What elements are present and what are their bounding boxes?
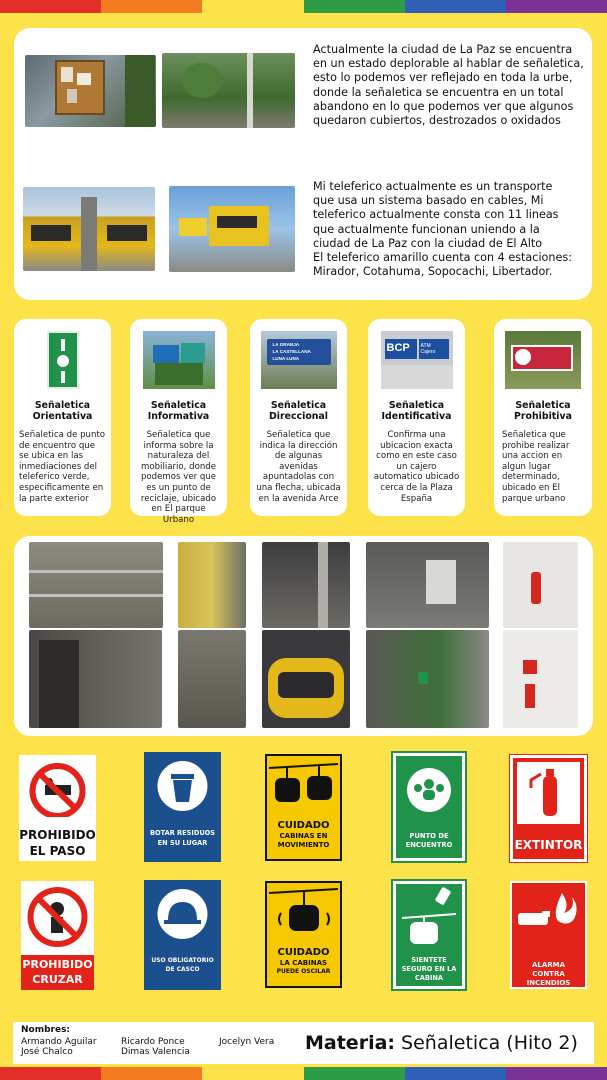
type-title: Señaletica Direccional	[269, 400, 328, 422]
sign-alarma-incendios	[510, 881, 587, 989]
sign-label: EXTINTOR	[514, 838, 583, 852]
photo-identificativa	[381, 331, 453, 389]
student-name: José Chalco	[21, 1047, 73, 1057]
intro-paragraph-1: Actualmente la ciudad de La Paz se encuentra en un estado deplorable al hablar de señaletica, esto lo podemos ver reflejado en toda la urbe, donde la señaletica se encuentra en un total abandono en lo que podemos ver que algunos quedaron cubiertos, destrozados o oxidados	[313, 43, 584, 128]
sign-punto-de-encuentro	[393, 753, 465, 861]
materia-value: Señaletica (Hito 2)	[401, 1032, 578, 1054]
type-card-orientativa	[14, 319, 111, 516]
sign-label: ALARMA CONTRA INCENDIOS	[526, 961, 571, 987]
cabin-safety-icon	[396, 884, 462, 950]
gallery-photo	[503, 542, 578, 628]
no-crossing-icon	[21, 881, 94, 953]
sign-sientete-seguro	[393, 881, 465, 989]
p2-line: Mi teleferico actualmente es un transporte	[313, 180, 553, 193]
no-entry-person-icon	[19, 755, 96, 817]
type-description: Señaletica que indica la dirección de algunas avenidas apuntadolas con una flecha, ubicada en la avenida Arce	[256, 430, 341, 504]
swinging-cable-car-icon	[267, 883, 340, 943]
gallery-photo	[262, 542, 350, 628]
sign-label: CUIDADO LA CABINAS PUEDE OSCILAR	[276, 947, 331, 975]
type-description: Señaletica de punto de encuentro que se ubica en las inmediaciones del teleferico verde, especificamente en la parte exterior	[19, 430, 106, 504]
photo-covered-signs	[25, 55, 156, 127]
type-description: Confirma una ubicacion exacta como en este caso un cajero automatico ubicado cerca de la Plaza España	[373, 430, 460, 504]
type-card-direccional	[250, 319, 347, 516]
rainbow-stripe-bottom	[0, 1067, 607, 1080]
type-description: Señaletica que prohibe realizar una accion en algun lugar determinado, ubicado en El parque urbano	[502, 430, 570, 504]
photo-direccional	[261, 331, 337, 389]
materia-title	[305, 1032, 578, 1054]
trash-bin-icon	[144, 752, 221, 824]
fire-alarm-icon	[512, 883, 585, 947]
materia-label: Materia:	[305, 1032, 395, 1054]
type-title: Señaletica Orientativa	[32, 400, 93, 422]
student-name: Dimas Valencia	[121, 1047, 190, 1057]
sign-label: PROHIBIDO CRUZAR	[21, 955, 94, 990]
sign-label: SIENTETE SEGURO EN LA CABINA	[401, 956, 457, 982]
student-name: Jocelyn Vera	[219, 1037, 275, 1047]
p2-line: El teleferico amarillo cuenta con 4 estaciones:	[313, 251, 572, 265]
p2-line: Mirador, Cotahuma, Sopocachi, Libertador.	[313, 265, 553, 279]
sign-prohibido-el-paso	[19, 755, 96, 861]
gallery-photo	[503, 630, 578, 728]
photo-trees-street	[162, 53, 295, 128]
sign-extintor	[510, 755, 587, 862]
type-title: Señaletica Identificativa	[381, 400, 452, 422]
meeting-point-icon	[396, 756, 462, 818]
gallery-photo	[29, 630, 162, 728]
type-title: Señaletica Prohibitiva	[514, 400, 572, 422]
type-description: Señaletica que informa sobre la naturaleza del mobiliario, donde podemos ver que es un punto de reciclaje, ubicado en El parque Urbano	[140, 430, 217, 525]
photo-teleferico-station-2	[169, 186, 295, 272]
sign-label: PUNTO DE ENCUENTRO	[405, 832, 453, 849]
bank-logo-text: BCP	[386, 342, 410, 354]
sign-cuidado-cabinas-movimiento	[265, 754, 342, 861]
sign-label: USO OBLIGATORIO DE CASCO	[151, 957, 214, 973]
p2-line: que actualmente funcionan uniendo a la	[313, 222, 540, 236]
type-card-identificativa	[368, 319, 465, 516]
gallery-photo	[178, 542, 246, 628]
student-name: Ricardo Ponce	[121, 1037, 185, 1047]
gallery-photo	[366, 630, 489, 728]
p2-line: que usa un sistema basado en cables, Mi	[313, 194, 544, 208]
gallery-photo	[178, 630, 246, 728]
photo-prohibitiva	[505, 331, 581, 389]
sign-botar-residuos	[144, 752, 221, 862]
sign-cuidado-cabinas-oscilar	[265, 881, 342, 988]
sign-label: BOTAR RESIDUOS EN SU LUGAR	[149, 829, 216, 847]
p2-line: teleferico actualmente consta con 11 lineas	[313, 208, 559, 222]
photo-teleferico-station-1	[23, 187, 155, 271]
type-title: Señaletica Informativa	[147, 400, 210, 422]
sign-prohibido-cruzar	[21, 881, 94, 990]
student-name: Armando Aguilar	[21, 1037, 97, 1047]
hard-hat-icon	[144, 880, 221, 952]
direction-sign-text: LA GRANJA LA CASTELLANA LUNA LUNA	[272, 342, 311, 361]
intro-paragraph-2	[313, 180, 593, 279]
gallery-photo	[366, 542, 489, 628]
photo-orientativa	[47, 331, 79, 389]
rainbow-stripe-top	[0, 0, 607, 13]
photo-informativa	[143, 331, 215, 389]
p2-line: ciudad de La Paz con la ciudad de El Alto	[313, 236, 543, 250]
gallery-photo	[262, 630, 350, 728]
sign-label: PROHIBIDO EL PASO	[19, 828, 96, 858]
sign-uso-obligatorio-casco	[144, 880, 221, 990]
fire-extinguisher-icon	[513, 758, 584, 826]
sign-label: CUIDADO CABINAS EN MOVIMIENTO	[277, 820, 330, 849]
atm-text: ATM Cajero	[420, 343, 436, 355]
cable-car-icon	[267, 756, 340, 814]
type-card-informativa	[130, 319, 227, 525]
type-card-prohibitiva	[494, 319, 592, 516]
gallery-photo	[29, 542, 163, 628]
nombres-label: Nombres:	[21, 1025, 71, 1035]
